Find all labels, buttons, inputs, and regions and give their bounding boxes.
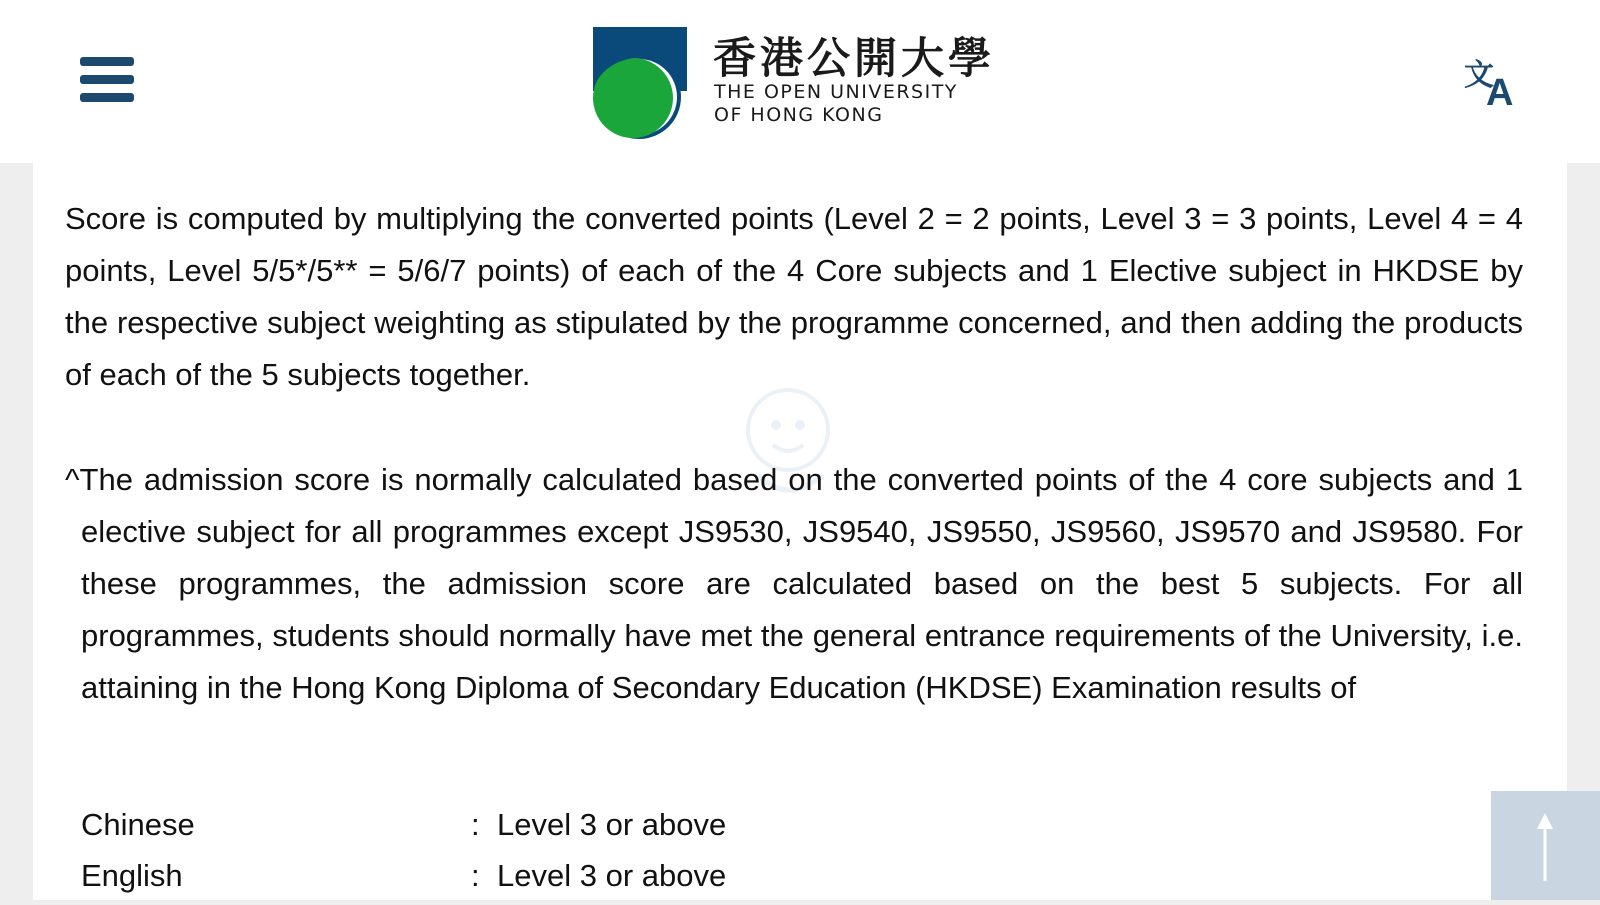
top-header: [0, 0, 1600, 163]
svg-text:A: A: [1486, 72, 1514, 107]
main-content: [33, 163, 1567, 900]
requirement-separator: :: [471, 807, 480, 842]
admission-score-paragraph: ^The admission score is normally calculated based on the converted points of the 4 core subjects and 1 elective subject for all programmes except JS9530, JS9540, JS9550, JS9560, JS9570 and JS9580. For these programmes, the admission score are calculated based on the best 5 subjects. For all programmes, students should normally have met the general entrance requirements of the University, i.e. attaining in the Hong Kong Diploma of Secondary Education (HKDSE) Examination results of: [65, 462, 1523, 705]
ouhk-emblem-icon: [593, 27, 689, 139]
university-logo[interactable]: [593, 25, 1003, 140]
requirement-level: Level 3 or above: [497, 807, 727, 842]
logo-english-line1: THE OPEN UNIVERSITY: [714, 81, 958, 103]
requirement-level: Level 3 or above: [497, 858, 727, 893]
requirement-subject: Chinese: [81, 807, 195, 842]
translate-icon[interactable]: [1464, 55, 1522, 107]
logo-english-line2: OF HONG KONG: [714, 104, 884, 126]
arrow-up-icon: [1491, 791, 1600, 900]
score-explanation-paragraph: Score is computed by multiplying the converted points (Level 2 = 2 points, Level 3 = 3 points, Level 4 = 4 points, Level 5/5*/5** = 5/6/7 points) of each of the 4 Core subjects and 1 Elective subject in HKDSE by the respective subject weighting as stipulated by the programme concerned, and then adding the products of each of the 5 subjects together.: [65, 201, 1523, 392]
scroll-to-top-button[interactable]: [1491, 791, 1600, 900]
logo-chinese-name: 香港公開大學: [713, 34, 995, 84]
requirement-subject: English: [81, 858, 183, 893]
hamburger-menu-icon[interactable]: [80, 57, 134, 103]
svg-text:文: 文: [1464, 58, 1494, 93]
requirement-separator: :: [471, 858, 480, 893]
